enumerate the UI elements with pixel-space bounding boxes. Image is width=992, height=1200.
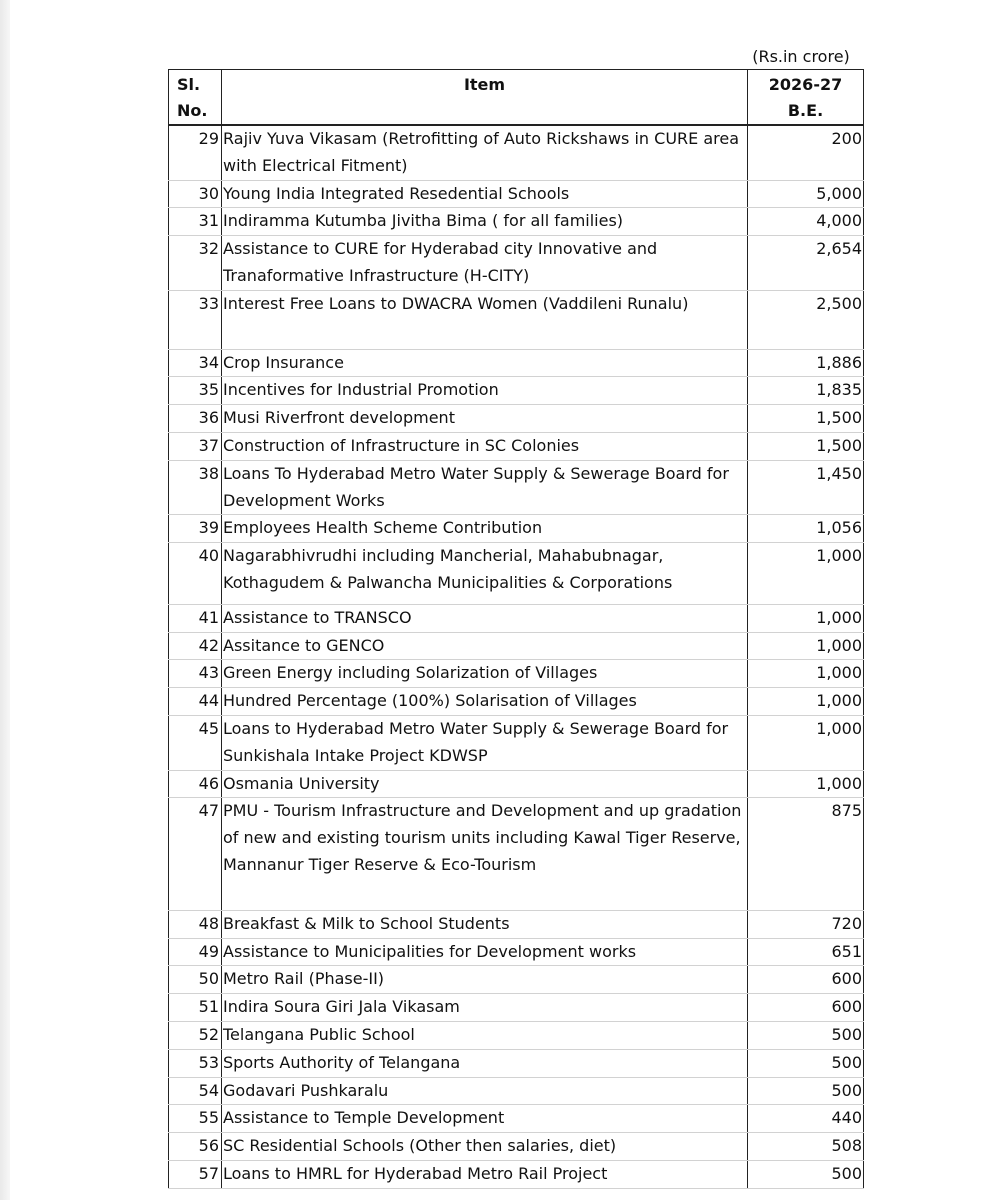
table-row (169, 180, 864, 208)
row-item: Breakfast & Milk to School Students (222, 910, 748, 938)
table-row (169, 798, 864, 910)
row-amount: 600 (748, 966, 864, 994)
row-amount: 1,835 (748, 377, 864, 405)
row-no: 54 (169, 1077, 222, 1105)
row-amount: 1,000 (748, 543, 864, 605)
row-amount: 1,500 (748, 432, 864, 460)
row-amount: 508 (748, 1133, 864, 1161)
budget-table (168, 69, 864, 1189)
table-body (169, 125, 864, 1188)
row-item: Construction of Infrastructure in SC Colonies (222, 432, 748, 460)
table-row (169, 910, 864, 938)
row-item: Musi Riverfront development (222, 405, 748, 433)
row-amount: 720 (748, 910, 864, 938)
table-row (169, 1133, 864, 1161)
row-amount: 1,000 (748, 604, 864, 632)
row-amount: 1,000 (748, 660, 864, 688)
table-row (169, 1077, 864, 1105)
row-amount: 2,654 (748, 236, 864, 291)
row-no: 57 (169, 1160, 222, 1188)
row-item: Hundred Percentage (100%) Solarisation of Villages (222, 688, 748, 716)
row-no: 47 (169, 798, 222, 910)
row-item: Indira Soura Giri Jala Vikasam (222, 994, 748, 1022)
row-item: Indiramma Kutumba Jivitha Bima ( for all families) (222, 208, 748, 236)
table-row (169, 966, 864, 994)
row-amount: 875 (748, 798, 864, 910)
row-no: 37 (169, 432, 222, 460)
table-row (169, 460, 864, 515)
table-row (169, 604, 864, 632)
row-no: 40 (169, 543, 222, 605)
row-no: 46 (169, 770, 222, 798)
row-no: 36 (169, 405, 222, 433)
table-row (169, 1021, 864, 1049)
row-no: 52 (169, 1021, 222, 1049)
table-row (169, 377, 864, 405)
row-no: 44 (169, 688, 222, 716)
table-row (169, 715, 864, 770)
row-amount: 500 (748, 1160, 864, 1188)
row-no: 51 (169, 994, 222, 1022)
row-amount: 1,450 (748, 460, 864, 515)
row-amount: 1,886 (748, 349, 864, 377)
row-no: 55 (169, 1105, 222, 1133)
row-no: 33 (169, 290, 222, 349)
table-row (169, 290, 864, 349)
row-item: Assistance to CURE for Hyderabad city Innovative and Tranaformative Infrastructure (H-CITY) (222, 236, 748, 291)
unit-note: (Rs.in crore) (752, 47, 850, 66)
row-item: Rajiv Yuva Vikasam (Retrofitting of Auto Rickshaws in CURE area with Electrical Fitment) (222, 125, 748, 180)
row-amount: 4,000 (748, 208, 864, 236)
row-no: 35 (169, 377, 222, 405)
header-amount: 2026-27 B.E. (748, 70, 864, 126)
table-row (169, 543, 864, 605)
row-amount: 1,000 (748, 688, 864, 716)
table-row (169, 770, 864, 798)
row-item: Crop Insurance (222, 349, 748, 377)
row-no: 48 (169, 910, 222, 938)
row-amount: 2,500 (748, 290, 864, 349)
table-row (169, 632, 864, 660)
row-item: Osmania University (222, 770, 748, 798)
table-row (169, 688, 864, 716)
row-item: Assistance to Temple Development (222, 1105, 748, 1133)
row-no: 29 (169, 125, 222, 180)
table-row (169, 432, 864, 460)
row-no: 42 (169, 632, 222, 660)
row-no: 34 (169, 349, 222, 377)
row-item: Loans to HMRL for Hyderabad Metro Rail Project (222, 1160, 748, 1188)
row-item: Sports Authority of Telangana (222, 1049, 748, 1077)
row-amount: 5,000 (748, 180, 864, 208)
page-edge-shadow (0, 0, 10, 1200)
table-row (169, 1160, 864, 1188)
row-no: 30 (169, 180, 222, 208)
row-no: 41 (169, 604, 222, 632)
row-amount: 1,056 (748, 515, 864, 543)
row-amount: 500 (748, 1077, 864, 1105)
row-no: 32 (169, 236, 222, 291)
row-item: Employees Health Scheme Contribution (222, 515, 748, 543)
row-amount: 1,000 (748, 632, 864, 660)
row-amount: 500 (748, 1021, 864, 1049)
row-no: 39 (169, 515, 222, 543)
table-row (169, 515, 864, 543)
row-amount: 651 (748, 938, 864, 966)
header-sl-no: Sl. No. (169, 70, 222, 126)
row-no: 31 (169, 208, 222, 236)
table-row (169, 1049, 864, 1077)
row-amount: 1,000 (748, 715, 864, 770)
table-row (169, 938, 864, 966)
table-row (169, 208, 864, 236)
row-item: PMU - Tourism Infrastructure and Development and up gradation of new and existing tourism units including Kawal Tiger Reserve, Mannanur Tiger Reserve & Eco-Tourism (222, 798, 748, 910)
row-no: 45 (169, 715, 222, 770)
row-item: Interest Free Loans to DWACRA Women (Vaddileni Runalu) (222, 290, 748, 349)
row-no: 53 (169, 1049, 222, 1077)
row-amount: 440 (748, 1105, 864, 1133)
row-amount: 200 (748, 125, 864, 180)
table-header-row (169, 70, 864, 126)
row-item: Assitance to GENCO (222, 632, 748, 660)
row-item: Telangana Public School (222, 1021, 748, 1049)
row-amount: 1,000 (748, 770, 864, 798)
table-row (169, 660, 864, 688)
row-item: Green Energy including Solarization of Villages (222, 660, 748, 688)
row-item: Assistance to Municipalities for Development works (222, 938, 748, 966)
row-no: 38 (169, 460, 222, 515)
row-item: Loans to Hyderabad Metro Water Supply & Sewerage Board for Sunkishala Intake Project KDWSP (222, 715, 748, 770)
table-row (169, 125, 864, 180)
row-item: Metro Rail (Phase-II) (222, 966, 748, 994)
table-row (169, 405, 864, 433)
table-row (169, 994, 864, 1022)
row-amount: 500 (748, 1049, 864, 1077)
row-item: Godavari Pushkaralu (222, 1077, 748, 1105)
row-no: 49 (169, 938, 222, 966)
row-no: 50 (169, 966, 222, 994)
header-item: Item (222, 70, 748, 126)
row-item: Assistance to TRANSCO (222, 604, 748, 632)
row-item: Nagarabhivrudhi including Mancherial, Mahabubnagar, Kothagudem & Palwancha Municipalities & Corporations (222, 543, 748, 605)
row-item: Young India Integrated Resedential Schools (222, 180, 748, 208)
row-amount: 600 (748, 994, 864, 1022)
row-item: Loans To Hyderabad Metro Water Supply & Sewerage Board for Development Works (222, 460, 748, 515)
table-row (169, 349, 864, 377)
row-no: 43 (169, 660, 222, 688)
row-item: SC Residential Schools (Other then salaries, diet) (222, 1133, 748, 1161)
table-row (169, 1105, 864, 1133)
row-no: 56 (169, 1133, 222, 1161)
row-amount: 1,500 (748, 405, 864, 433)
table-row (169, 236, 864, 291)
row-item: Incentives for Industrial Promotion (222, 377, 748, 405)
